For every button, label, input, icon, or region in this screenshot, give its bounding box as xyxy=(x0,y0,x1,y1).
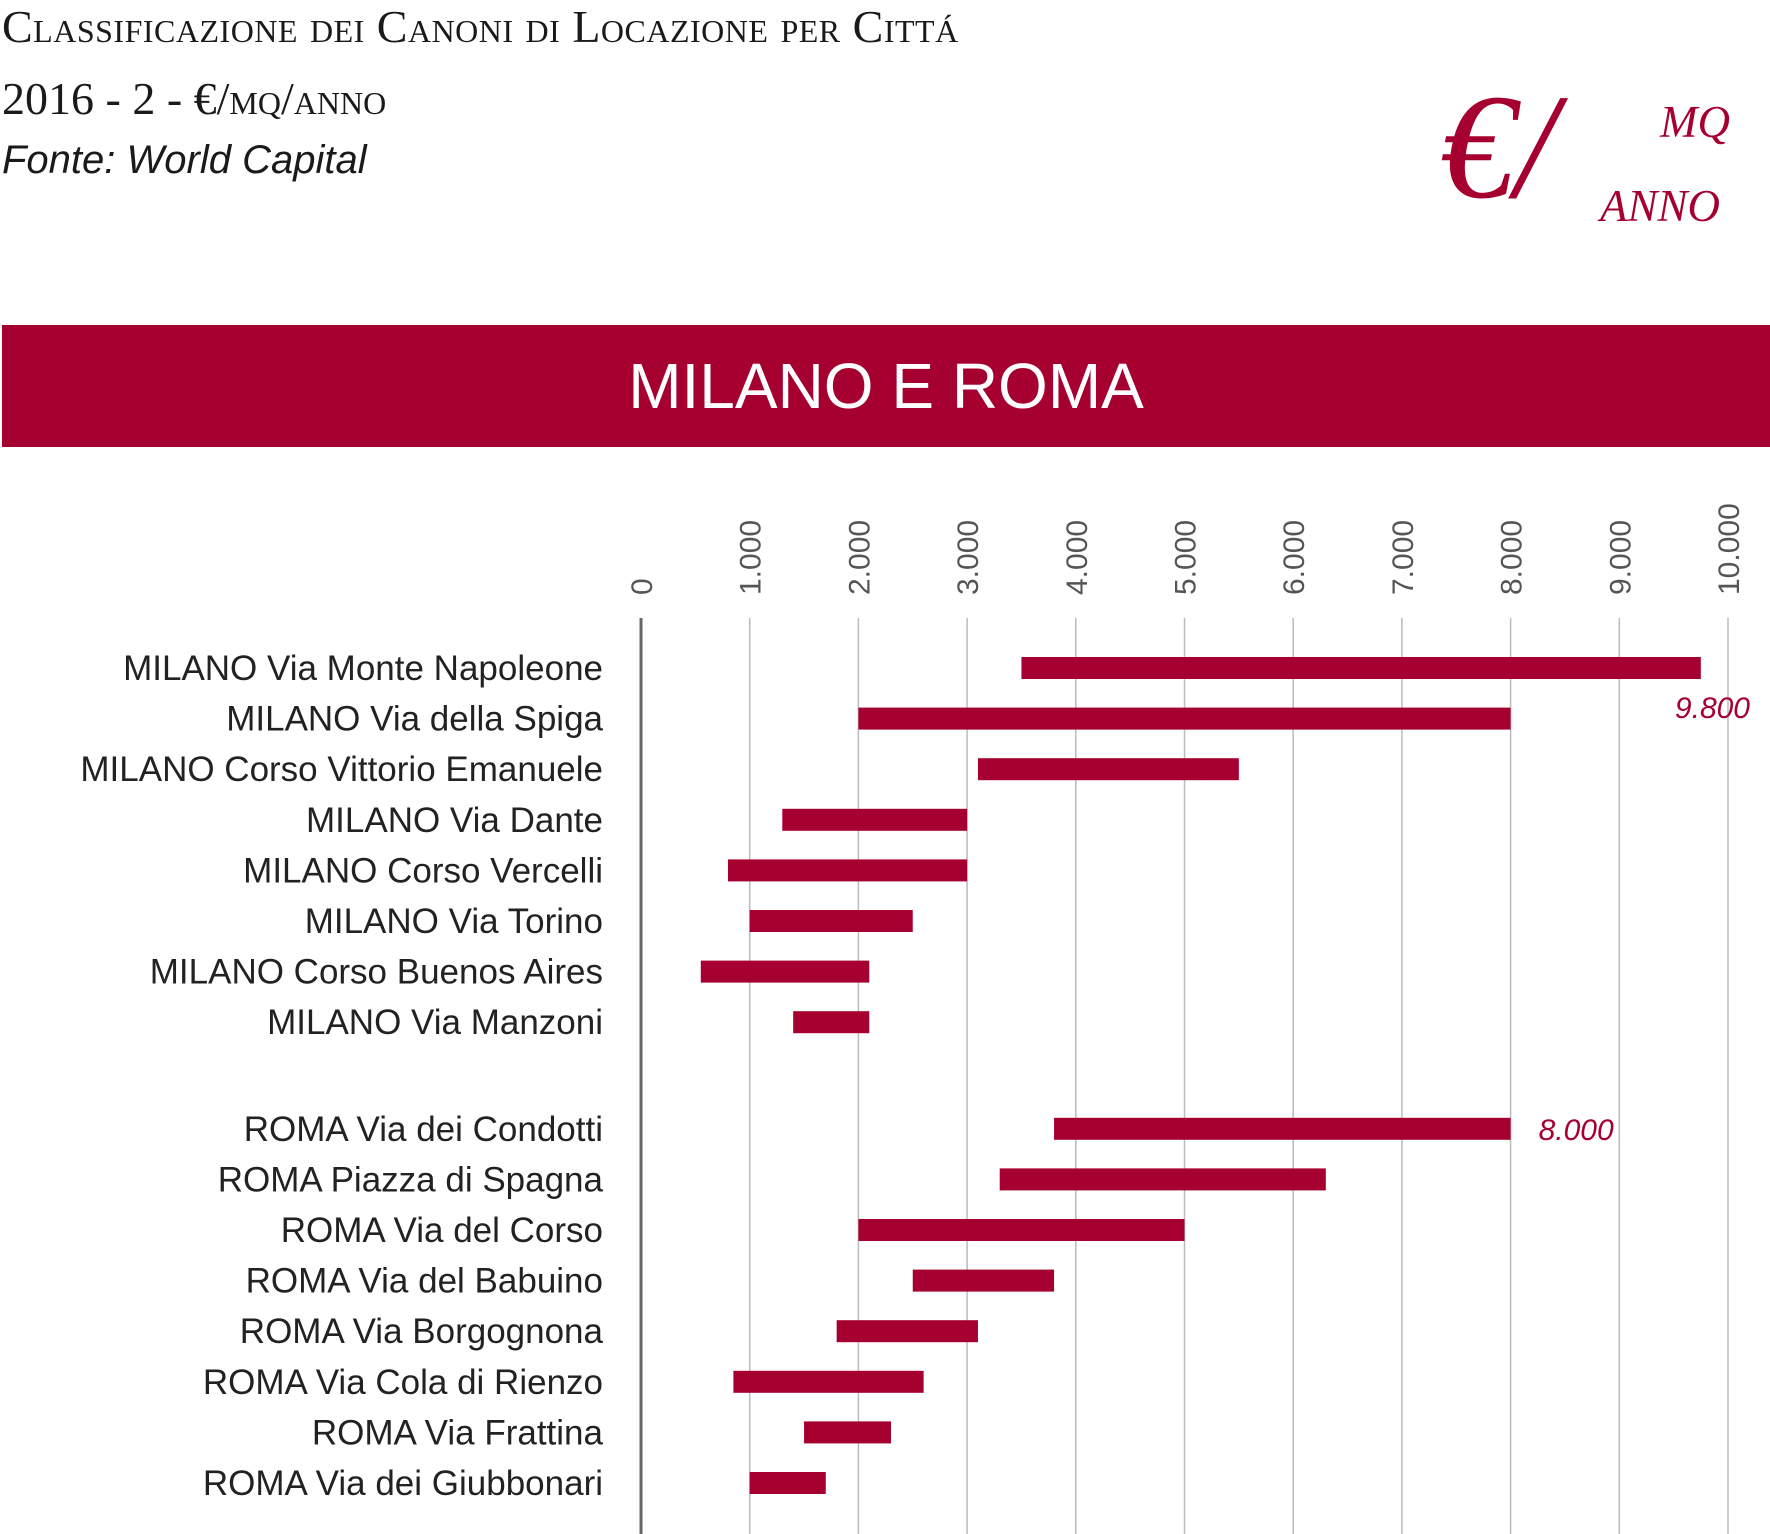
range-bar xyxy=(858,708,1510,730)
x-tick-label: 1.000 xyxy=(734,519,768,595)
x-tick-label: 0 xyxy=(626,578,659,595)
x-tick-label: 5.000 xyxy=(1169,519,1203,595)
category-label: MILANO Corso Buenos Aires xyxy=(149,952,603,992)
x-tick-label: 4.000 xyxy=(1060,519,1094,595)
category-label: MILANO Via Dante xyxy=(306,800,603,840)
chart-source: Fonte: World Capital xyxy=(2,138,367,182)
category-label: ROMA Via Borgognona xyxy=(239,1312,603,1352)
category-label: MILANO Via Manzoni xyxy=(267,1003,603,1043)
range-bar xyxy=(913,1270,1054,1292)
data-label: 8.000 xyxy=(1538,1113,1614,1147)
x-tick-label: 10.000 xyxy=(1713,503,1746,595)
range-bar xyxy=(858,1219,1184,1241)
category-label: ROMA Via dei Giubbonari xyxy=(202,1464,603,1503)
range-bar-chart xyxy=(0,480,1770,1534)
range-bar xyxy=(1000,1168,1326,1190)
category-label: ROMA Via del Corso xyxy=(280,1211,603,1250)
category-label: ROMA Piazza di Spagna xyxy=(217,1160,603,1200)
x-tick-label: 6.000 xyxy=(1278,519,1312,595)
range-bar xyxy=(728,859,967,881)
category-label: ROMA Via Frattina xyxy=(311,1413,603,1453)
range-bar xyxy=(1021,657,1700,679)
category-label: ROMA Via del Babuino xyxy=(245,1261,603,1301)
x-tick-label: 7.000 xyxy=(1386,519,1420,595)
data-label: 9.800 xyxy=(1674,692,1750,725)
range-bar xyxy=(804,1421,891,1443)
unit-badge xyxy=(1440,64,1770,242)
section-banner: MILANO E ROMA xyxy=(2,325,1770,447)
range-bar xyxy=(793,1011,869,1033)
category-label: ROMA Via Cola di Rienzo xyxy=(202,1362,603,1402)
chart-title: Classificazione dei Canoni di Locazione per Cittá xyxy=(2,1,959,52)
tick-layer xyxy=(626,503,1746,595)
category-label: ROMA Via dei Condotti xyxy=(243,1109,603,1149)
range-bar xyxy=(978,758,1239,780)
range-bar xyxy=(750,1472,826,1494)
bar-layer xyxy=(701,657,1701,1494)
chart-subtitle: 2016 - 2 - €/mq/anno xyxy=(2,73,387,124)
range-bar xyxy=(1054,1118,1511,1140)
x-tick-label: 3.000 xyxy=(952,519,986,595)
grid-layer xyxy=(641,618,1728,1534)
category-label: MILANO Via della Spiga xyxy=(226,699,603,739)
category-label: MILANO Corso Vercelli xyxy=(243,851,603,891)
range-bar xyxy=(733,1371,923,1393)
range-bar xyxy=(782,809,967,831)
x-tick-label: 2.000 xyxy=(843,519,877,595)
category-label: MILANO Corso Vittorio Emanuele xyxy=(80,750,603,790)
unit-badge-anno: anno xyxy=(1600,164,1721,235)
unit-badge-mq: mq xyxy=(1660,80,1730,151)
x-tick-label: 8.000 xyxy=(1495,519,1529,595)
range-bar xyxy=(837,1320,978,1342)
category-label: MILANO Via Monte Napoleone xyxy=(123,649,603,688)
x-tick-label: 9.000 xyxy=(1604,519,1638,595)
range-bar xyxy=(750,910,913,932)
range-bar xyxy=(701,961,869,983)
category-label: MILANO Via Torino xyxy=(304,902,603,941)
unit-badge-euro: €/ xyxy=(1440,64,1557,230)
